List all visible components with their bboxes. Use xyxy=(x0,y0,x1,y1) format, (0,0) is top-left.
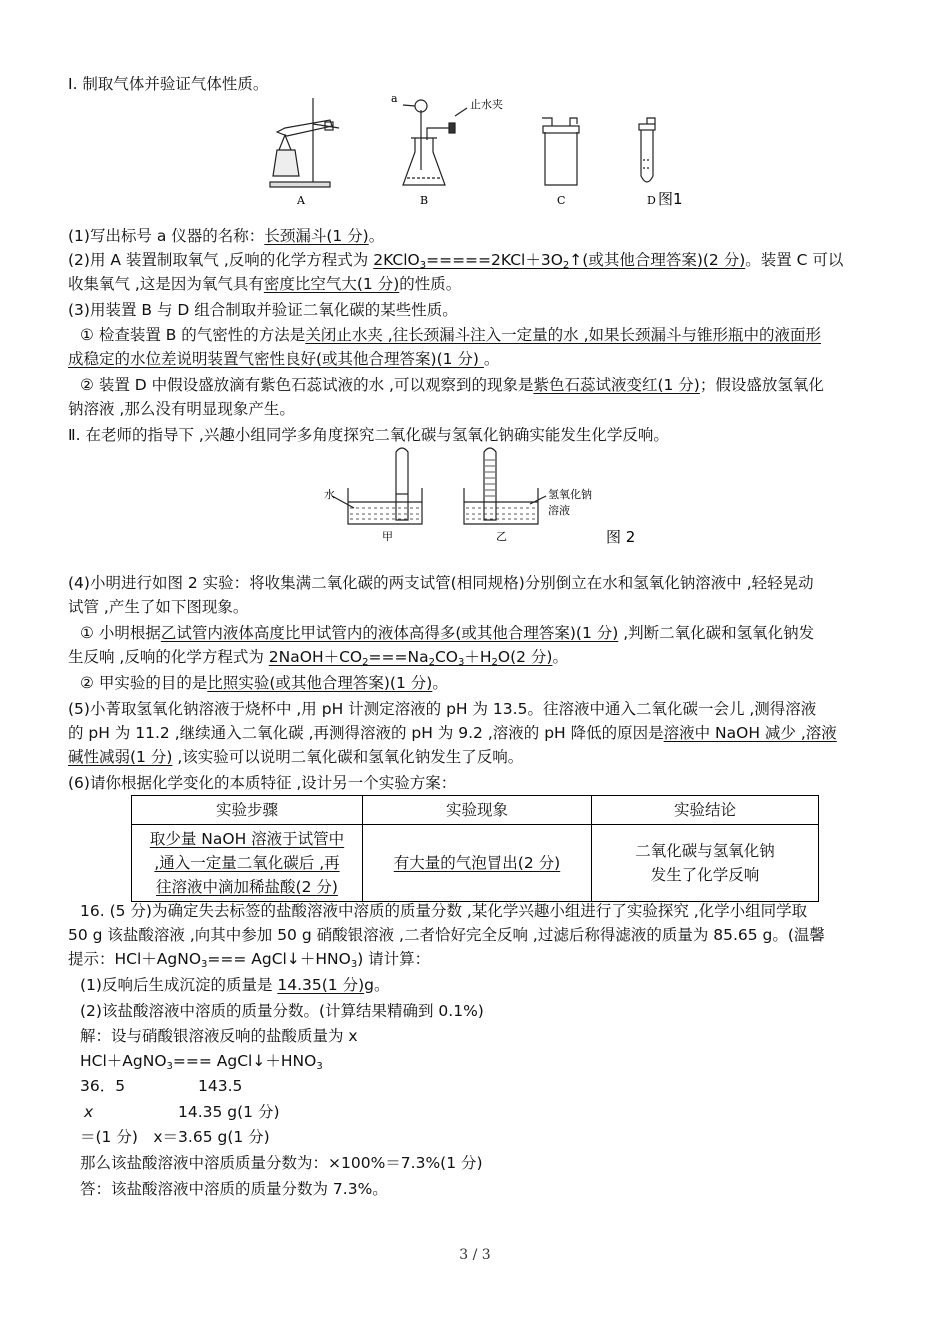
q5-line1: (5)小菁取氢氧化钠溶液于烧杯中 ,用 pH 计测定溶液的 pH 为 13.5。往溶液中通入二氧化碳一会儿 ,测得溶液 xyxy=(68,700,817,718)
label-D: D xyxy=(647,194,656,207)
q1: (1)写出标号 a 仪器的名称：长颈漏斗(1 分)。 xyxy=(68,227,385,245)
q4-line2: 试管 ,产生了如下图现象。 xyxy=(68,598,249,616)
page-number: 3 / 3 xyxy=(459,1247,491,1263)
cell-phenomenon: 有大量的气泡冒出(2 分) xyxy=(363,825,592,902)
q16-line3: 提示：HCl＋AgNO$_3$=== $AgCl↓+HNO_3$) 请计算： xyxy=(68,950,431,970)
label-water: 水 xyxy=(324,488,335,501)
figure-1 xyxy=(255,90,715,212)
label-naoh-2: 溶液 xyxy=(548,504,570,517)
q3-1-line1: ① 检查装置 B 的气密性的方法是关闭止水夹 ,往长颈漏斗注入一定量的水 ,如果长颈漏斗与锥形瓶中的液面形 xyxy=(80,326,822,344)
experiment-table xyxy=(131,795,819,902)
figure-1-caption: 图1 xyxy=(658,190,683,208)
q16-part2: (2)该盐酸溶液中溶质的质量分数。(计算结果精确到 0.1%) xyxy=(80,1002,484,1020)
q4-line1: (4)小明进行如图 2 实验：将收集满二氧化碳的两支试管(相同规格)分别倒立在水和氢氧化钠溶液中 ,轻轻晃动 xyxy=(68,574,814,592)
label-jia: 甲 xyxy=(382,530,393,543)
label-a: a xyxy=(391,92,398,105)
header-conclusion: 实验结论 xyxy=(592,796,819,825)
section1-title: Ⅰ. 制取气体并验证气体性质。 xyxy=(68,75,269,93)
q2-line2: 收集氧气 ,这是因为氧气具有密度比空气大(1 分)的性质。 xyxy=(68,275,462,293)
apparatus-c xyxy=(542,118,579,185)
apparatus-b xyxy=(403,100,467,185)
apparatus-d xyxy=(639,118,655,182)
q4-1-line1: ① 小明根据乙试管内液体高度比甲试管内的液体高得多(或其他合理答案)(1 分) ,判断二氧化碳和氢氧化钠发 xyxy=(80,624,815,642)
q3-2-line2: 钠溶液 ,那么没有明显现象产生。 xyxy=(68,400,295,418)
cell-conclusion: 二氧化碳与氢氧化钠 发生了化学反响 xyxy=(592,825,819,902)
q16-part1: (1)反响后生成沉淀的质量是 14.35(1 分)g。 xyxy=(80,976,390,994)
apparatus-a xyxy=(270,98,339,187)
header-steps: 实验步骤 xyxy=(132,796,363,825)
q6: (6)请你根据化学变化的本质特征 ,设计另一个实验方案： xyxy=(68,774,457,792)
beaker-jia xyxy=(332,448,422,524)
q3: (3)用装置 B 与 D 组合制取并验证二氧化碳的某些性质。 xyxy=(68,301,458,319)
q16-line2: 50 g 该盐酸溶液 ,向其中参加 50 g 硝酸银溶液 ,二者恰好完全反响 ,过滤后称得滤液的质量为 85.65 g。(温馨 xyxy=(68,926,825,944)
q5-line2: 的 pH 为 11.2 ,继续通入二氧化碳 ,再测得溶液的 pH 为 9.2 ,溶液的 pH 降低的原因是溶液中 NaOH 减少 ,溶液 xyxy=(68,724,837,742)
figure-2-caption: 图 2 xyxy=(606,528,636,546)
label-yi: 乙 xyxy=(496,530,507,543)
solution-line4: x 14.35 g(1 分) xyxy=(84,1103,280,1121)
q4-1-line2: 生反响 ,反响的化学方程式为 $2NaOH+CO_2===Na_2CO_3+H_2O(2$ 分)。 xyxy=(68,648,568,668)
solution-line6: 那么该盐酸溶液中溶质质量分数为：×100%＝7.3%(1 分) xyxy=(80,1154,483,1172)
figure-2 xyxy=(320,444,650,546)
label-A: A xyxy=(297,194,305,207)
q4-2: ② 甲实验的目的是比照实验(或其他合理答案)(1 分)。 xyxy=(80,674,448,692)
beaker-yi xyxy=(464,448,546,524)
q3-1-line2: 成稳定的水位差说明装置气密性良好(或其他合理答案)(1 分) 。 xyxy=(68,350,500,368)
solution-line7: 答：该盐酸溶液中溶质的质量分数为 7.3%。 xyxy=(80,1180,388,1198)
header-phenomenon: 实验现象 xyxy=(363,796,592,825)
solution-line1: 解：设与硝酸银溶液反响的盐酸质量为 x xyxy=(80,1027,358,1045)
label-clamp: 止水夹 xyxy=(470,98,503,111)
q5-line3: 碱性减弱(1 分) ,该实验可以说明二氧化碳和氢氧化钠发生了反响。 xyxy=(68,748,524,766)
solution-line5: ＝(1 分) x＝3.65 g(1 分) xyxy=(80,1128,270,1146)
cell-steps: 取少量 NaOH 溶液于试管中 ,通入一定量二氧化碳后 ,再 往溶液中滴加稀盐酸(2 分) xyxy=(132,825,363,902)
q3-2-line1: ② 装置 D 中假设盛放滴有紫色石蕊试液的水 ,可以观察到的现象是紫色石蕊试液变红(1 分)；假设盛放氢氧化 xyxy=(80,376,824,394)
solution-line2: HCl＋AgNO$_3$=== $AgCl↓+HNO_3$ xyxy=(80,1052,323,1072)
section2-title: Ⅱ. 在老师的指导下 ,兴趣小组同学多角度探究二氧化碳与氢氧化钠确实能发生化学反响。 xyxy=(68,426,669,444)
label-naoh-1: 氢氧化钠 xyxy=(548,488,592,501)
label-B: B xyxy=(420,194,429,207)
q16-line1: 16. (5 分)为确定失去标签的盐酸溶液中溶质的质量分数 ,某化学兴趣小组进行了实验探究 ,化学小组同学取 xyxy=(80,902,808,920)
label-C: C xyxy=(557,194,566,207)
solution-line3: 36．5 143.5 xyxy=(80,1077,243,1095)
q2-line1: (2)用 A 装置制取氧气 ,反响的化学方程式为 $2KClO_3=====2KCl+3O_2↑$(或其他合理答案)(2 分)。装置 C 可以 xyxy=(68,251,844,271)
